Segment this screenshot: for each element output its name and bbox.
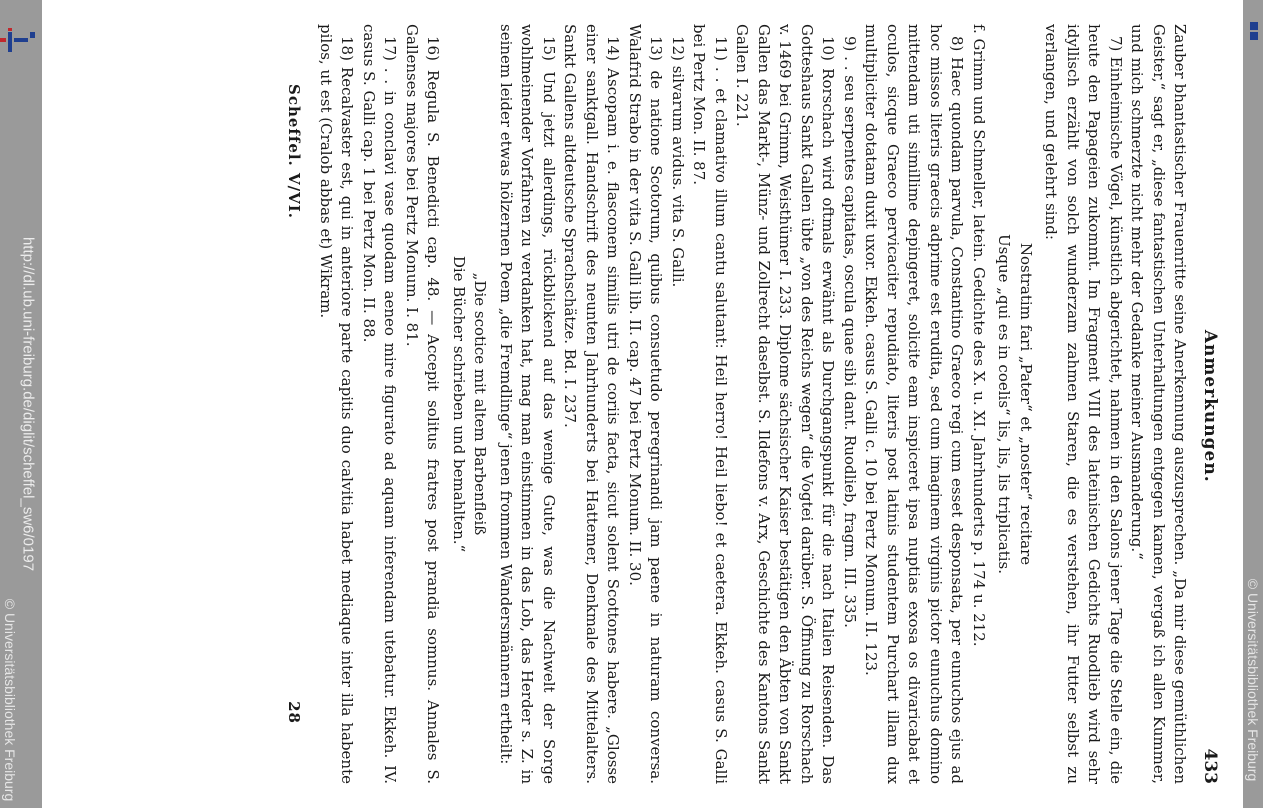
paragraph: 13) de natione Scotorum, quibus consuetudo peregrinandi jam paene in naturam conversa. Walafrid Strabo in der vita S. Galli lib. II. cap. 47 bei Pertz Monum. II. 30. [626,24,666,784]
copyright-left-text: © Universitätsbibliothek Freiburg [2,598,18,802]
page-title: Anmerkungen. [1200,329,1220,483]
german-verse [448,24,491,784]
paragraph: 8) Haec quondam parvula, Constantino Graeco regi cum esset desponsata, per eunuchos ejus ad hoc missos literis graecis adprime est erudita, sed cum imaginem virginis pictor eunuchus domino mittendam uti simillime depingeret, solicite eam inspiceret ipsa nuptias exosa os divaricabat et oculos, sicque Graeco pervicaciter repudiato, literis post latinis studentem Purchart illam dux multipliciter dotatam duxit uxor. Ekkeh. casus S. Galli c. 10 bei Pertz Monum. II. 123. [862,24,967,784]
paragraph: 16) Regula S. Benedicti cap. 48. — Accepit solitus fratres post prandia somnus. Annales S. Gallenses majores bei Pertz Monum. I. 81. [403,24,443,784]
paragraph: Zauber bhantastischer Frauenritte seine Anerkennung auszusprechen. „Da mir diese gemüthlichen Geister,“ sagt er, „diese fantastischen Unterhaltungen entgegen kamen, vergaß ich allen Kummer, und mich schmerzte nicht mehr der Gedanke meiner Ausmanderung.“ [1128,24,1190,784]
paragraph: 11) . . et clamativo illum cantu salutant: Heil herro! Heil liebo! et caetera. Ekkeh. casus S. Galli bei Pertz Mon. II. 87. [690,24,730,784]
verse-line: Die Bücher schrieben und bemahlten.“ [450,255,468,553]
paragraph: f. Grimm und Schmeller, latein. Gedichte des X. u. XI. Jahrhunderts p. 174 u. 212. [970,24,988,647]
document-url-text: http://dl.ub.uni-freiburg.de/diglit/scheffel_sw6/0197 [19,236,37,572]
document-viewport [50,6,1240,802]
paragraph: 12) silvarum avidus. vita S. Galli. [669,36,687,288]
paragraph: 15) Und jetzt allerdings, rückblickend auf das wenige Gute, was die Nachwelt der Sorge wohlmeinender Vorfahren zu verdanken hat, mag man einstimmen in das Lob, das Herder s. Z. in seinem leider etwas hölzernen Poem „die Fremdlinge“ jenen frommen Wandersmännern ertheilt: [497,24,558,784]
verse-line: Nostratim fari „Pater“ et „noster“ recitare [1017,242,1035,566]
sheet-number: 28 [285,701,304,724]
paragraph: 17) . . in conclavi vase quodam aeneo mire figurato ad aquam inferendam utebatur. Ekkeh. IV. casus S. Galli cap. 1 bei Pertz Mon. II. 88. [360,24,400,784]
page-header [1199,24,1221,784]
verse-line: „Die scotice mit altem Barbenfleiß [471,272,490,536]
paragraph: 14) Ascopam i. e. flasconem similis utri de coriis facta, sicut solent Scottones habere. „Glosse einer sanktgall. Handschrift des neunten Jahrhunderts bei Hattemer, Denkmale des Mittelalters. Sankt Gallens altdeutsche Sprachschätze. Bd. I. 237. [561,24,623,784]
scanned-book-page [70,24,1220,784]
library-logo-icon [0,28,36,54]
signature-mark: Scheffel. V/VI. [285,84,304,219]
verse-line: Usque „qui es in coelis“ lis, lis, lis triplicatis. [995,234,1014,574]
paragraph: 7) Einheimische Vögel, künstlich abgerichtet, nahmen in den Salons jener Tage die Stelle ein, die heute den Papageien zukommt. Im Fragment VIII des lateinischen Gedichts Ruodlieb wird sehr idyllisch erzählt von solch wunderzam zahmen Staren, die es verstehen, ihr Futter selbst zu verlangen, und gelehrt sind: [1042,24,1125,784]
paragraph: 9) . . seu serpentes capitatas, oscula quae sibi dant. Ruodlieb, fragm. III. 335. [841,36,859,628]
latin-verse [993,24,1036,784]
page-number: 433 [1200,748,1220,784]
paragraph: 18) Recalvaster est, qui in anteriore parte capitis duo calvitia habet mediaque inter illa habente pilos, ut est (Cralob abbas et) Wikram. [317,24,357,784]
page-footer [283,24,305,784]
library-logo-small-icon [1246,20,1262,42]
copyright-right-text: © Universitätsbibliothek Freiburg [1245,578,1261,782]
paragraph: 10) Rorschach wird oftmals erwähnt als Durchgangspunkt für die nach Italien Reisenden. Das Gotteshaus Sankt Gallen übte „von des Reichs wegen“ die Vogtei darüber. S. Öffnung zu Rorschach v. 1469 bei Grimm, Weisthümer I. 233. Diplome sächsischer Kaiser bestätigen den Äbten von Sankt Gallen das Markt-, Münz- und Zollrecht daselbst. S. Ildefons v. Arx, Geschichte des Kantons Sankt Gallen I. 221. [733,24,838,784]
